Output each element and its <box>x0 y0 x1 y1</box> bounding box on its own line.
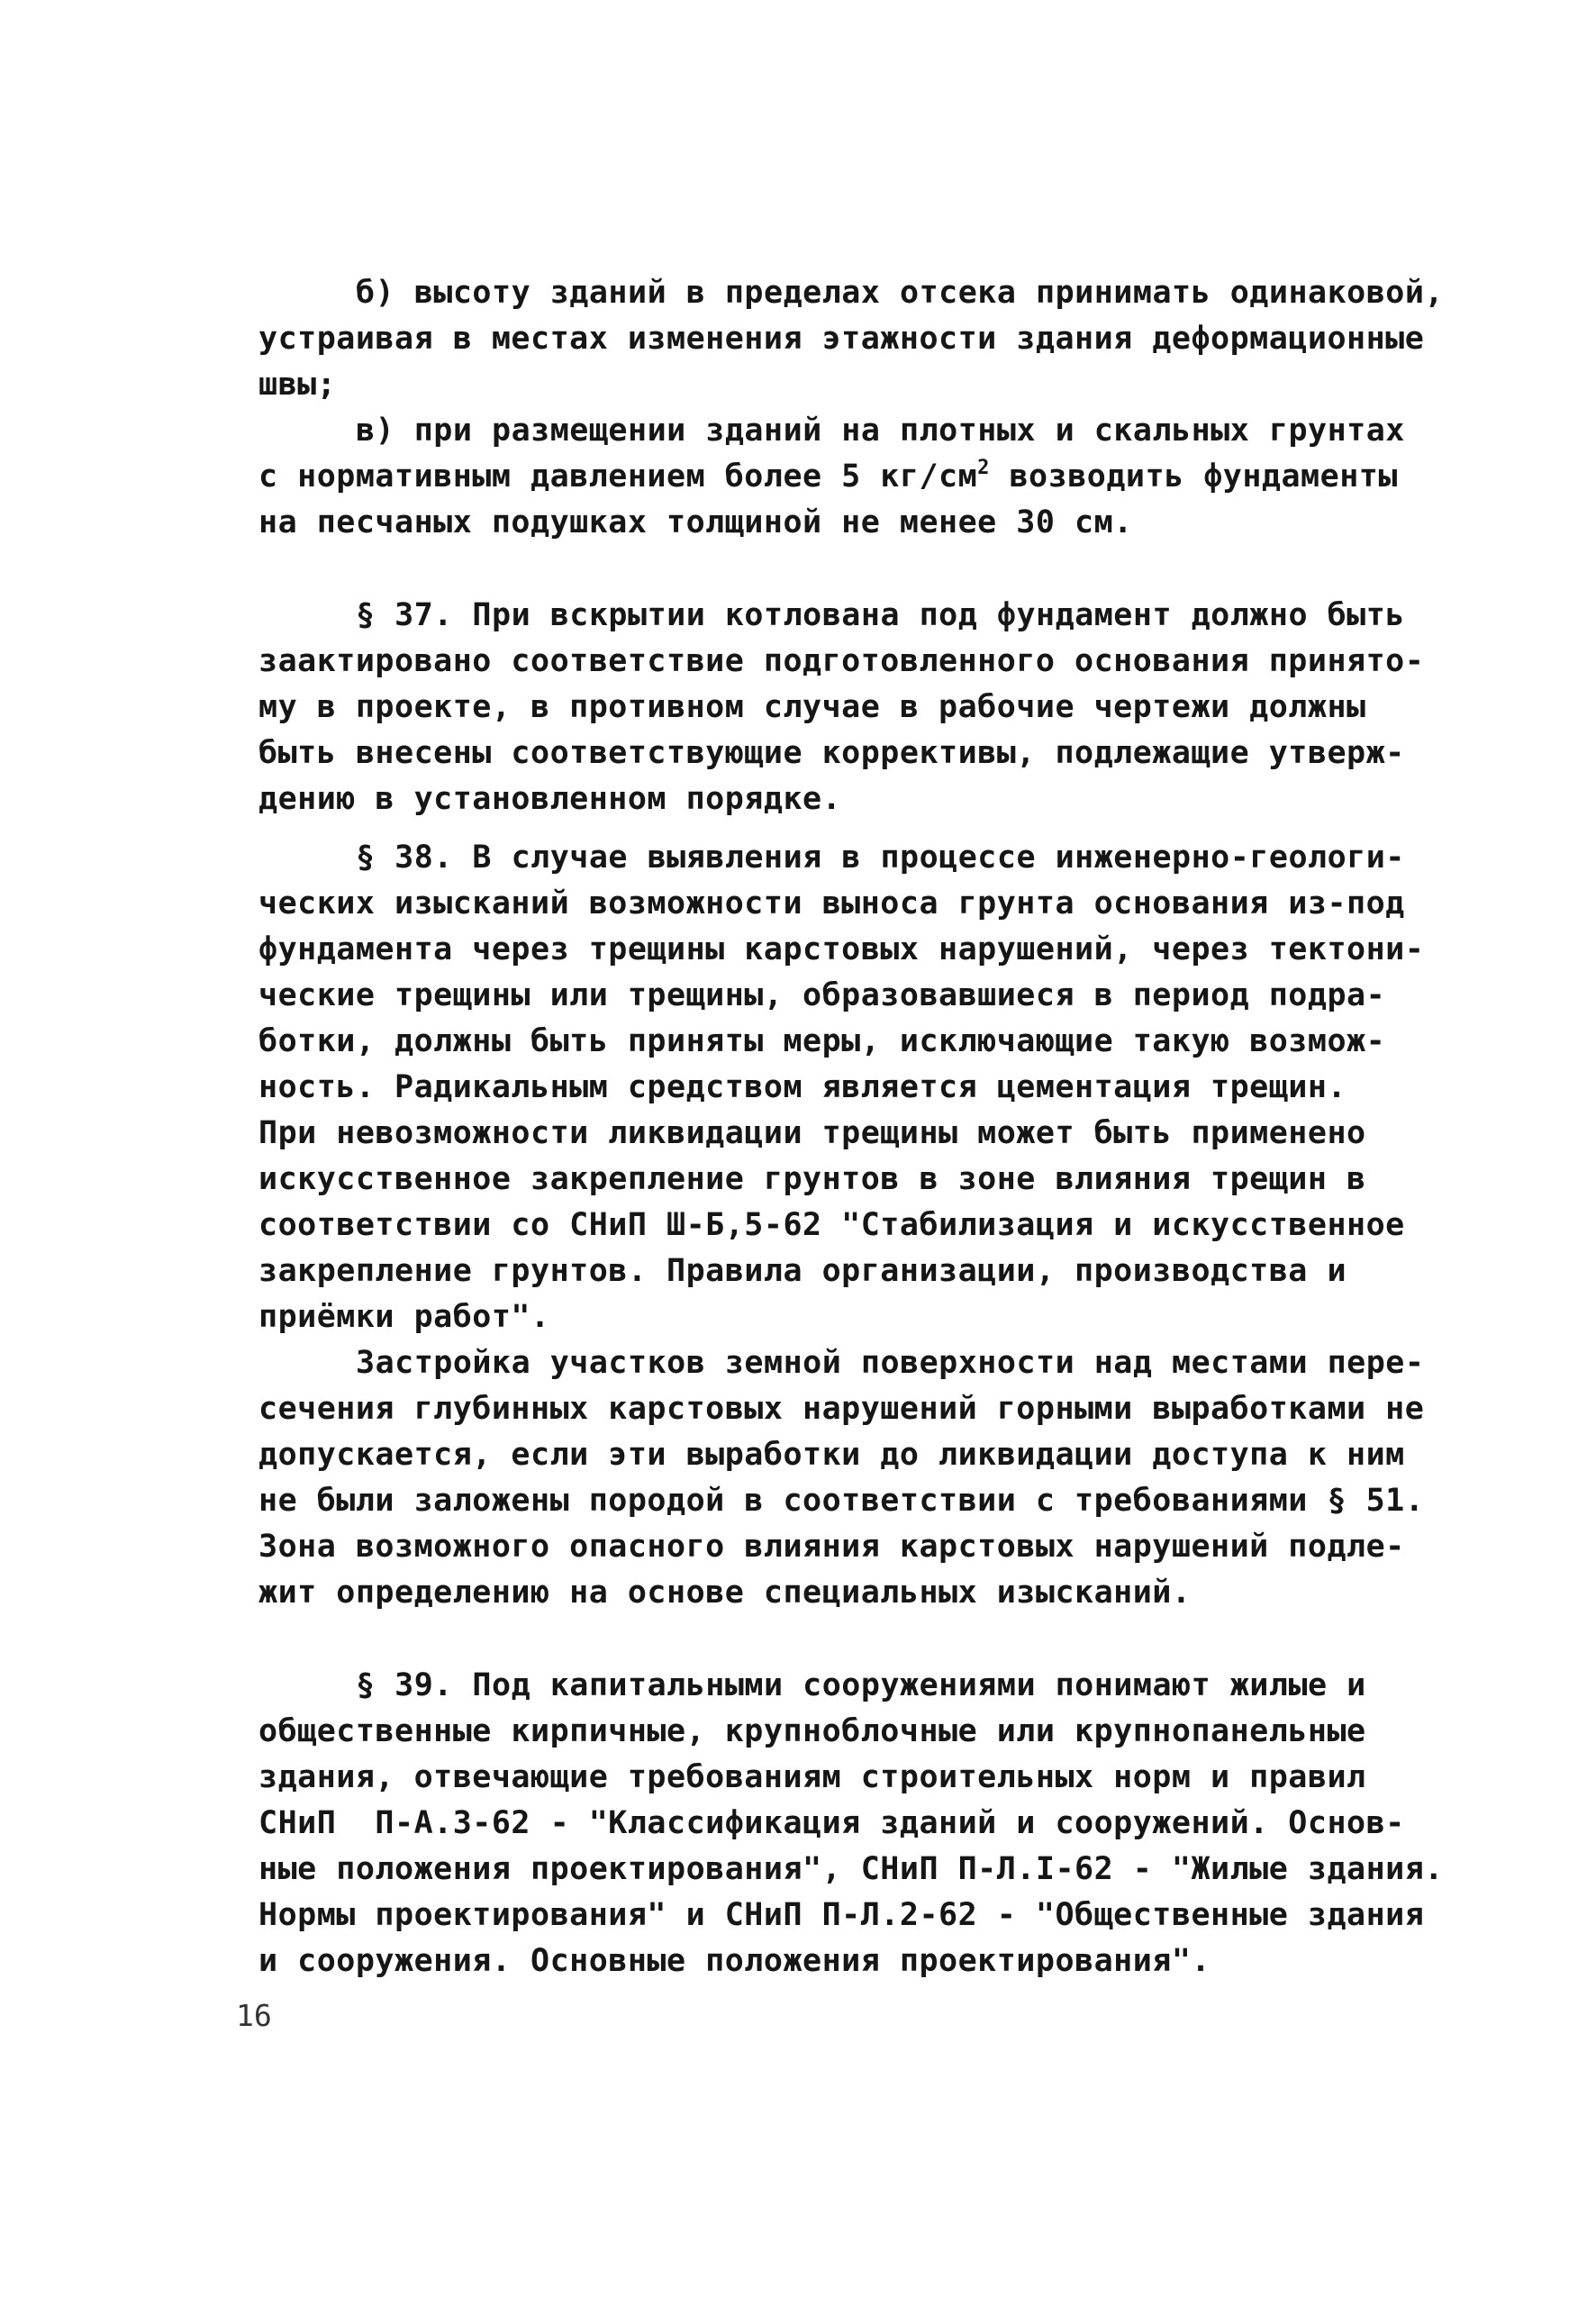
text-line: Нормы проектирования" и СНиП П-Л.2-62 - "Общественные здания <box>258 1897 1425 1933</box>
text-line: соответствии со СНиП Ш-Б,5-62 "Стабилизация и искусственное <box>258 1207 1405 1243</box>
paragraph-gap <box>258 546 1411 593</box>
text-fragment: с нормативным давлением более 5 кг/см <box>258 458 978 495</box>
text-line: не были заложены породой в соответствии с требованиями § 51. <box>258 1483 1425 1519</box>
text-line: § 38. В случае выявления в процессе инженерно-геологи- <box>356 840 1405 876</box>
text-line: и сооружения. Основные положения проектирования". <box>258 1943 1211 1979</box>
text-line: При невозможности ликвидации трещины может быть применено <box>258 1115 1366 1151</box>
text-line: ческих изысканий возможности выноса грунта основания из-под <box>258 885 1405 922</box>
text-line: общественные кирпичные, крупноблочные или крупнопанельные <box>258 1713 1366 1749</box>
text-line: жит определению на основе специальных изысканий. <box>258 1575 1192 1611</box>
text-line: ность. Радикальным средством является цементация трещин. <box>258 1069 1347 1105</box>
text-line: му в проекте, в противном случае в рабочие чертежи должны <box>258 689 1366 725</box>
page-number: 16 <box>236 1998 272 2033</box>
paragraph-gap <box>258 822 1411 835</box>
text-line: СНиП П-А.3-62 - "Классификация зданий и сооружений. Основ- <box>258 1805 1405 1841</box>
text-line: закрепление грунтов. Правила организации, производства и <box>258 1253 1347 1289</box>
text-line: Зона возможного опасного влияния карстовых нарушений подле- <box>258 1529 1405 1565</box>
document-body <box>258 270 1445 1984</box>
text-line: в) при размещении зданий на плотных и скальных грунтах <box>356 413 1405 449</box>
section-b <box>258 270 1445 408</box>
superscript: 2 <box>977 457 990 479</box>
paragraph-38 <box>258 835 1425 1340</box>
paragraph-gap <box>258 1616 1411 1663</box>
text-line: ботки, должны быть приняты меры, исключающие такую возмож- <box>258 1023 1386 1059</box>
text-line: здания, отвечающие требованиям строительных норм и правил <box>258 1759 1366 1795</box>
text-line: б) высоту зданий в пределах отсека принимать одинаковой, <box>356 275 1445 311</box>
text-fragment: возводить фундаменты <box>989 458 1398 495</box>
section-v <box>258 408 1411 546</box>
paragraph-38-continuation <box>258 1340 1425 1616</box>
text-line: § 37. При вскрытии котлована под фундамент должно быть <box>356 597 1405 633</box>
text-line: швы; <box>258 367 337 403</box>
text-line: быть внесены соответствующие коррективы, подлежащие утверж- <box>258 735 1405 771</box>
text-line: ные положения проектирования", СНиП П-Л.I-62 - "Жилые здания. <box>258 1851 1444 1887</box>
text-line: заактировано соответствие подготовленного основания принято- <box>258 643 1425 679</box>
text-line: Застройка участков земной поверхности над местами пере- <box>356 1345 1425 1381</box>
text-line: устраивая в местах изменения этажности здания деформационные <box>258 321 1425 357</box>
text-line: на песчаных подушках толщиной не менее 30 см. <box>258 504 1133 540</box>
text-line: фундамента через трещины карстовых нарушений, через тектони- <box>258 931 1425 967</box>
text-line: допускается, если эти выработки до ликвидации доступа к ним <box>258 1437 1405 1473</box>
text-line-with-superscript <box>258 454 1411 500</box>
text-line: ческие трещины или трещины, образовавшиеся в период подра- <box>258 977 1386 1013</box>
text-line: § 39. Под капитальными сооружениями понимают жилые и <box>356 1667 1366 1703</box>
text-line: приёмки работ". <box>258 1299 550 1335</box>
text-line: сечения глубинных карстовых нарушений горными выработками не <box>258 1391 1425 1427</box>
text-line: искусственное закрепление грунтов в зоне влияния трещин в <box>258 1161 1366 1197</box>
paragraph-37 <box>258 593 1425 822</box>
paragraph-39 <box>258 1663 1444 1984</box>
text-line: дению в установленном порядке. <box>258 781 842 817</box>
